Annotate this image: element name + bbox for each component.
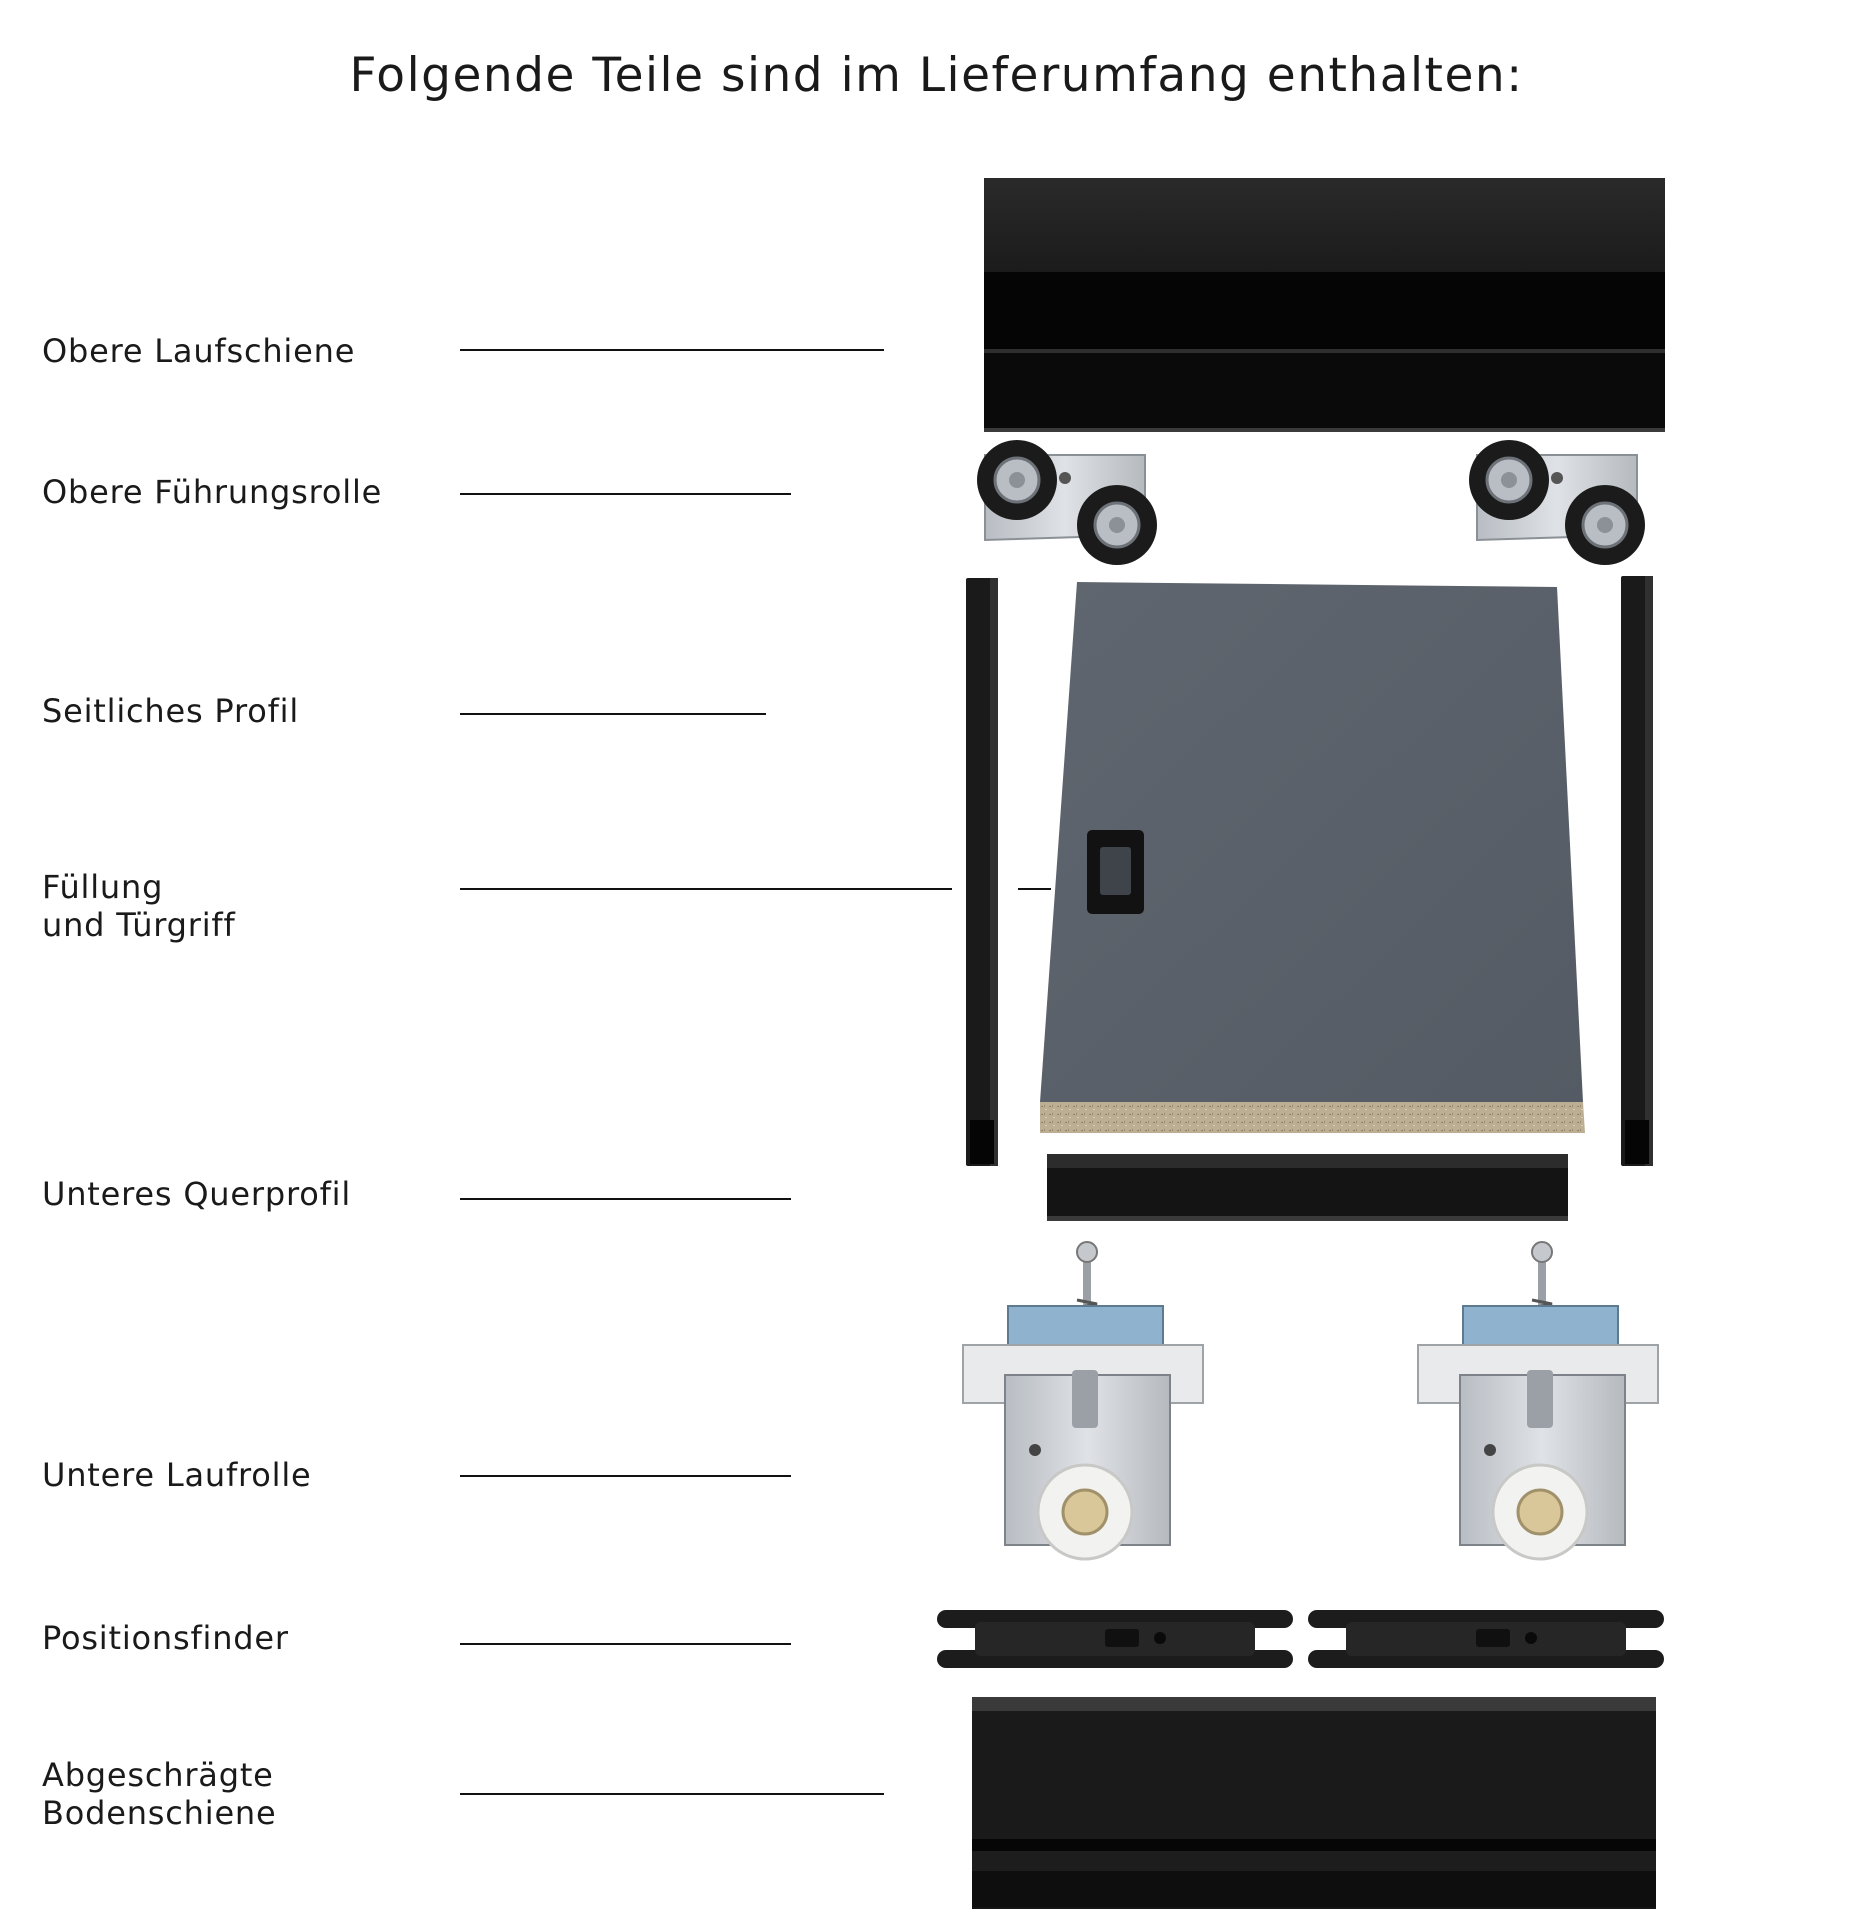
upper-rail-image: [984, 178, 1665, 432]
side-profile-right: [1621, 576, 1653, 1166]
label-bodenschiene-line2: Bodenschiene: [42, 1794, 277, 1832]
side-profile-left: [966, 578, 998, 1166]
lower-roller-right: [1418, 1242, 1658, 1559]
floor-rail-image: [972, 1697, 1656, 1909]
lower-cross-profile-image: [1047, 1154, 1568, 1221]
label-untere-laufrolle: Untere Laufrolle: [42, 1456, 312, 1494]
position-finder-left: [937, 1610, 1293, 1668]
label-bodenschiene-line1: Abgeschrägte: [42, 1756, 274, 1794]
position-finder-right: [1308, 1610, 1664, 1668]
upper-guide-roller-right: [1469, 440, 1645, 565]
label-obere-fuehrungsrolle: Obere Führungsrolle: [42, 473, 383, 511]
upper-guide-roller-left: [977, 440, 1157, 565]
label-obere-laufschiene: Obere Laufschiene: [42, 332, 356, 370]
label-fuellung-line2: und Türgriff: [42, 906, 236, 944]
lower-roller-left: [963, 1242, 1203, 1559]
door-panel-image: [1040, 582, 1585, 1133]
label-unteres-querprofil: Unteres Querprofil: [42, 1175, 352, 1213]
page-title: Folgende Teile sind im Lieferumfang enthalten:: [349, 48, 1524, 103]
label-seitliches-profil: Seitliches Profil: [42, 692, 300, 730]
label-positionsfinder: Positionsfinder: [42, 1619, 289, 1657]
label-fuellung-line1: Füllung: [42, 868, 164, 906]
